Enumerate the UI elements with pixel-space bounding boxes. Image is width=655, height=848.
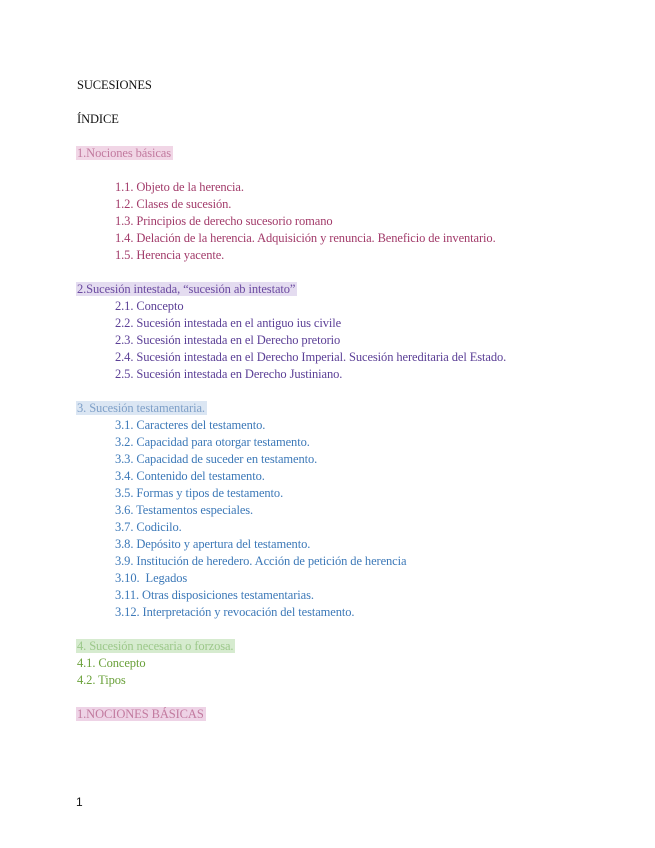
toc-item-4-1[interactable]: 4.1. Concepto xyxy=(77,656,146,670)
body-section-heading xyxy=(76,706,206,722)
page-number: 1 xyxy=(76,795,83,809)
index-heading: ÍNDICE xyxy=(77,112,119,126)
toc-item-2-5[interactable]: 2.5. Sucesión intestada en Derecho Justiniano. xyxy=(115,367,343,381)
toc-item-3-2[interactable]: 3.2. Capacidad para otorgar testamento. xyxy=(115,435,310,449)
toc-item-1-4[interactable]: 1.4. Delación de la herencia. Adquisición y renuncia. Beneficio de inventario. xyxy=(115,231,496,245)
toc-item-3-7[interactable]: 3.7. Codicilo. xyxy=(115,520,182,534)
toc-section-1-heading-text: 1.Nociones básicas xyxy=(77,146,172,160)
toc-item-1-2[interactable]: 1.2. Clases de sucesión. xyxy=(115,197,232,211)
toc-item-3-10[interactable]: 3.10. Legados xyxy=(115,571,188,585)
toc-item-2-4[interactable]: 2.4. Sucesión intestada en el Derecho Imperial. Sucesión hereditaria del Estado. xyxy=(115,350,507,364)
toc-section-1-heading[interactable] xyxy=(76,145,173,161)
toc-item-3-5[interactable]: 3.5. Formas y tipos de testamento. xyxy=(115,486,284,500)
toc-section-2-heading-text: 2.Sucesión intestada, “sucesión ab intestato” xyxy=(77,282,296,296)
document-title: SUCESIONES xyxy=(77,78,152,92)
toc-item-3-4[interactable]: 3.4. Contenido del testamento. xyxy=(115,469,265,483)
toc-section-2-heading[interactable] xyxy=(76,281,297,297)
toc-item-1-3[interactable]: 1.3. Principios de derecho sucesorio romano xyxy=(115,214,333,228)
toc-item-2-1[interactable]: 2.1. Concepto xyxy=(115,299,184,313)
toc-item-2-3[interactable]: 2.3. Sucesión intestada en el Derecho pretorio xyxy=(115,333,341,347)
toc-item-4-2[interactable]: 4.2. Tipos xyxy=(77,673,126,687)
toc-item-3-1[interactable]: 3.1. Caracteres del testamento. xyxy=(115,418,266,432)
toc-item-1-1[interactable]: 1.1. Objeto de la herencia. xyxy=(115,180,244,194)
body-section-heading-text: 1.NOCIONES BÁSICAS xyxy=(77,707,204,721)
toc-section-4-heading[interactable] xyxy=(76,638,235,654)
toc-item-3-8[interactable]: 3.8. Depósito y apertura del testamento. xyxy=(115,537,311,551)
toc-item-3-9[interactable]: 3.9. Institución de heredero. Acción de petición de herencia xyxy=(115,554,407,568)
toc-item-2-2[interactable]: 2.2. Sucesión intestada en el antiguo ius civile xyxy=(115,316,342,330)
toc-item-3-12[interactable]: 3.12. Interpretación y revocación del testamento. xyxy=(115,605,355,619)
toc-section-3-heading[interactable] xyxy=(76,400,207,416)
toc-item-3-6[interactable]: 3.6. Testamentos especiales. xyxy=(115,503,254,517)
toc-section-4-heading-text: 4. Sucesión necesaria o forzosa. xyxy=(77,639,234,653)
toc-item-3-3[interactable]: 3.3. Capacidad de suceder en testamento. xyxy=(115,452,318,466)
toc-item-1-5[interactable]: 1.5. Herencia yacente. xyxy=(115,248,225,262)
toc-item-3-11[interactable]: 3.11. Otras disposiciones testamentarias. xyxy=(115,588,314,602)
toc-section-3-heading-text: 3. Sucesión testamentaria. xyxy=(77,401,205,415)
